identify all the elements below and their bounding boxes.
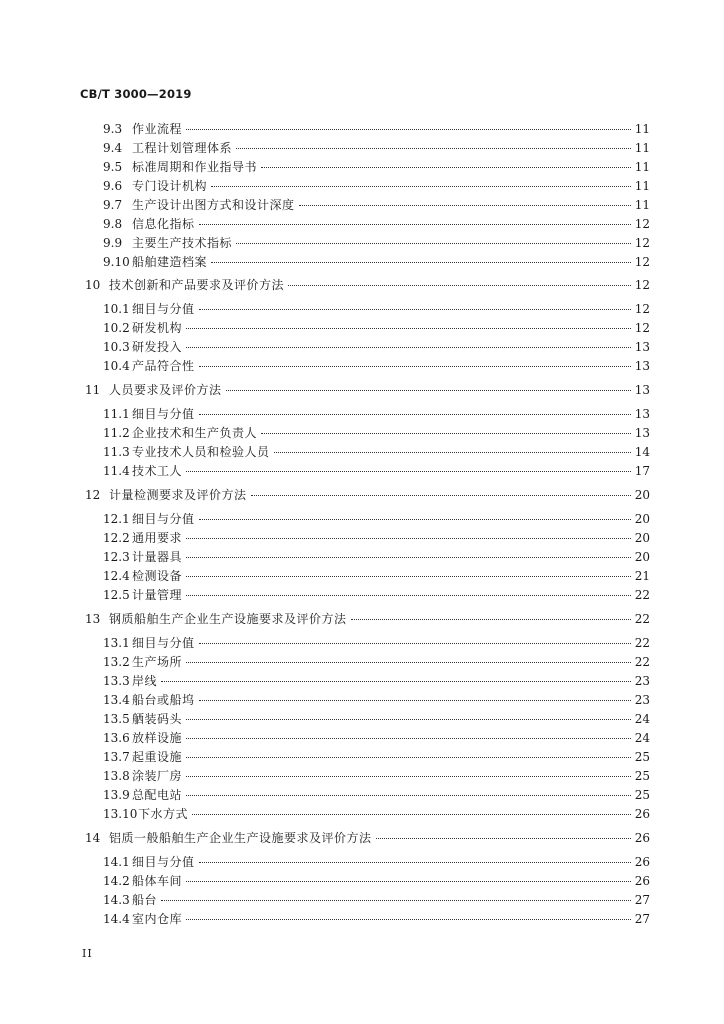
toc-dot-leader <box>199 224 631 225</box>
toc-entry-title: 涂装厂房 <box>132 769 183 783</box>
toc-entry-title: 船台或船坞 <box>132 693 195 707</box>
toc-dot-leader <box>351 619 631 620</box>
toc-subsection-entry[interactable] <box>103 674 650 688</box>
toc-subsection-entry[interactable] <box>103 255 650 269</box>
toc-subsection-entry[interactable] <box>103 893 650 907</box>
toc-subsection-entry[interactable] <box>103 217 650 231</box>
toc-entry-number: 13 <box>85 612 101 626</box>
toc-subsection-entry[interactable] <box>103 141 650 155</box>
toc-subsection-entry[interactable] <box>103 912 650 926</box>
toc-entry-number: 14 <box>85 831 101 845</box>
toc-entry-page: 13 <box>634 426 650 440</box>
toc-entry-page: 27 <box>634 912 650 926</box>
toc-entry-page: 11 <box>634 141 650 155</box>
toc-dot-leader <box>186 795 631 796</box>
toc-entry-title: 船台 <box>132 893 158 907</box>
toc-dot-leader <box>261 167 631 168</box>
toc-entry-title: 主要生产技术指标 <box>132 236 233 250</box>
toc-entry-number: 10.4 <box>103 359 130 373</box>
toc-entry-title: 铝质一般船舶生产企业生产设施要求及评价方法 <box>109 831 372 845</box>
toc-section-entry[interactable] <box>85 383 650 397</box>
toc-entry-page: 22 <box>634 655 650 669</box>
toc-entry-title: 计量器具 <box>132 550 183 564</box>
toc-dot-leader <box>161 900 631 901</box>
toc-entry-number: 9.4 <box>103 141 123 155</box>
toc-entry-title: 舾装码头 <box>132 712 183 726</box>
toc-subsection-entry[interactable] <box>103 407 650 421</box>
toc-entry-page: 26 <box>634 807 650 821</box>
toc-entry-number: 12.1 <box>103 512 130 526</box>
toc-entry-title: 研发机构 <box>132 321 183 335</box>
toc-entry-page: 12 <box>634 321 650 335</box>
toc-entry-number: 11.2 <box>103 426 130 440</box>
toc-entry-page: 11 <box>634 160 650 174</box>
toc-entry-number: 12.5 <box>103 588 130 602</box>
toc-entry-page: 23 <box>634 674 650 688</box>
toc-entry-number: 9.10 <box>103 255 130 269</box>
toc-entry-number: 13.5 <box>103 712 130 726</box>
toc-entry-number: 13.2 <box>103 655 130 669</box>
toc-subsection-entry[interactable] <box>103 788 650 802</box>
toc-entry-number: 10.3 <box>103 340 130 354</box>
toc-entry-title: 钢质船舶生产企业生产设施要求及评价方法 <box>109 612 347 626</box>
toc-dot-leader <box>251 495 631 496</box>
toc-entry-page: 25 <box>634 788 650 802</box>
toc-entry-page: 11 <box>634 198 650 212</box>
toc-entry-page: 17 <box>634 464 650 478</box>
toc-subsection-entry[interactable] <box>103 712 650 726</box>
toc-entry-number: 10.2 <box>103 321 130 335</box>
toc-entry-number: 11 <box>85 383 101 397</box>
toc-entry-page: 26 <box>634 831 650 845</box>
toc-dot-leader <box>186 576 631 577</box>
toc-entry-page: 13 <box>634 407 650 421</box>
toc-entry-title: 室内仓库 <box>132 912 183 926</box>
toc-entry-title: 产品符合性 <box>132 359 195 373</box>
toc-section-entry[interactable] <box>85 831 650 845</box>
toc-entry-page: 25 <box>634 769 650 783</box>
toc-dot-leader <box>199 309 631 310</box>
toc-entry-number: 9.3 <box>103 122 123 136</box>
toc-subsection-entry[interactable] <box>103 588 650 602</box>
toc-dot-leader <box>211 186 631 187</box>
toc-entry-title: 信息化指标 <box>132 217 195 231</box>
toc-subsection-entry[interactable] <box>103 160 650 174</box>
toc-section-entry[interactable] <box>85 278 650 292</box>
toc-dot-leader <box>274 452 631 453</box>
toc-dot-leader <box>236 148 631 149</box>
toc-entry-number: 11.4 <box>103 464 130 478</box>
toc-entry-page: 11 <box>634 122 650 136</box>
toc-subsection-entry[interactable] <box>103 302 650 316</box>
toc-entry-number: 13.10 <box>103 807 138 821</box>
toc-entry-number: 9.5 <box>103 160 123 174</box>
toc-dot-leader <box>288 285 631 286</box>
toc-entry-title: 专业技术人员和检验人员 <box>132 445 270 459</box>
document-code: CB/T 3000—2019 <box>80 87 192 101</box>
toc-dot-leader <box>211 262 631 263</box>
toc-subsection-entry[interactable] <box>103 445 650 459</box>
toc-subsection-entry[interactable] <box>103 122 650 136</box>
toc-subsection-entry[interactable] <box>103 531 650 545</box>
toc-dot-leader <box>186 538 631 539</box>
toc-entry-number: 12.4 <box>103 569 130 583</box>
toc-subsection-entry[interactable] <box>103 198 650 212</box>
toc-entry-page: 13 <box>634 383 650 397</box>
toc-entry-number: 14.4 <box>103 912 130 926</box>
toc-entry-number: 9.7 <box>103 198 123 212</box>
toc-subsection-entry[interactable] <box>103 340 650 354</box>
toc-entry-title: 标准周期和作业指导书 <box>132 160 258 174</box>
toc-subsection-entry[interactable] <box>103 807 650 821</box>
toc-entry-title: 细目与分值 <box>132 512 195 526</box>
toc-entry-title: 细目与分值 <box>132 636 195 650</box>
toc-entry-page: 22 <box>634 612 650 626</box>
toc-dot-leader <box>299 205 631 206</box>
toc-dot-leader <box>186 595 631 596</box>
toc-entry-title: 细目与分值 <box>132 407 195 421</box>
toc-subsection-entry[interactable] <box>103 874 650 888</box>
toc-entry-page: 26 <box>634 874 650 888</box>
toc-entry-page: 22 <box>634 636 650 650</box>
toc-dot-leader <box>236 243 631 244</box>
toc-entry-number: 11.1 <box>103 407 130 421</box>
toc-entry-title: 专门设计机构 <box>132 179 208 193</box>
toc-entry-title: 放样设施 <box>132 731 183 745</box>
toc-entry-number: 13.4 <box>103 693 130 707</box>
toc-entry-title: 技术工人 <box>132 464 183 478</box>
toc-entry-number: 10 <box>85 278 101 292</box>
toc-entry-title: 生产场所 <box>132 655 183 669</box>
toc-entry-page: 26 <box>634 855 650 869</box>
toc-subsection-entry[interactable] <box>103 236 650 250</box>
toc-entry-title: 通用要求 <box>132 531 183 545</box>
toc-entry-number: 14.3 <box>103 893 130 907</box>
toc-section-entry[interactable] <box>85 612 650 626</box>
toc-dot-leader <box>186 719 631 720</box>
toc-dot-leader <box>186 347 631 348</box>
toc-subsection-entry[interactable] <box>103 750 650 764</box>
toc-dot-leader <box>161 681 631 682</box>
toc-entry-number: 13.7 <box>103 750 130 764</box>
toc-entry-page: 25 <box>634 750 650 764</box>
toc-subsection-entry[interactable] <box>103 569 650 583</box>
toc-entry-page: 20 <box>634 550 650 564</box>
toc-entry-page: 24 <box>634 731 650 745</box>
toc-dot-leader <box>186 738 631 739</box>
toc-dot-leader <box>186 776 631 777</box>
toc-dot-leader <box>376 838 631 839</box>
toc-entry-number: 12 <box>85 488 101 502</box>
toc-entry-page: 22 <box>634 588 650 602</box>
toc-dot-leader <box>186 471 631 472</box>
toc-subsection-entry[interactable] <box>103 636 650 650</box>
toc-dot-leader <box>199 366 631 367</box>
toc-entry-title: 起重设施 <box>132 750 183 764</box>
toc-entry-page: 14 <box>634 445 650 459</box>
toc-entry-page: 12 <box>634 217 650 231</box>
toc-entry-title: 企业技术和生产负责人 <box>132 426 258 440</box>
toc-subsection-entry[interactable] <box>103 855 650 869</box>
toc-entry-number: 13.6 <box>103 731 130 745</box>
toc-dot-leader <box>199 519 631 520</box>
toc-entry-number: 13.9 <box>103 788 130 802</box>
toc-entry-number: 11.3 <box>103 445 130 459</box>
toc-entry-number: 14.1 <box>103 855 130 869</box>
toc-subsection-entry[interactable] <box>103 321 650 335</box>
toc-entry-page: 11 <box>634 179 650 193</box>
toc-entry-page: 12 <box>634 302 650 316</box>
toc-entry-title: 检测设备 <box>132 569 183 583</box>
toc-entry-title: 计量管理 <box>132 588 183 602</box>
toc-dot-leader <box>261 433 631 434</box>
toc-entry-page: 20 <box>634 512 650 526</box>
toc-dot-leader <box>186 757 631 758</box>
toc-entry-number: 10.1 <box>103 302 130 316</box>
toc-entry-page: 20 <box>634 531 650 545</box>
toc-entry-title: 作业流程 <box>132 122 183 136</box>
toc-entry-page: 13 <box>634 340 650 354</box>
toc-dot-leader <box>186 662 631 663</box>
toc-entry-page: 12 <box>634 278 650 292</box>
toc-subsection-entry[interactable] <box>103 655 650 669</box>
page-number: II <box>82 947 93 960</box>
toc-dot-leader <box>186 328 631 329</box>
toc-entry-title: 计量检测要求及评价方法 <box>109 488 247 502</box>
toc-subsection-entry[interactable] <box>103 693 650 707</box>
toc-subsection-entry[interactable] <box>103 550 650 564</box>
toc-entry-title: 总配电站 <box>132 788 183 802</box>
toc-entry-title: 人员要求及评价方法 <box>109 383 222 397</box>
toc-entry-title: 生产设计出图方式和设计深度 <box>132 198 295 212</box>
toc-entry-number: 13.8 <box>103 769 130 783</box>
toc-entry-title: 工程计划管理体系 <box>132 141 233 155</box>
toc-entry-page: 12 <box>634 255 650 269</box>
toc-entry-page: 27 <box>634 893 650 907</box>
toc-entry-number: 12.2 <box>103 531 130 545</box>
toc-subsection-entry[interactable] <box>103 359 650 373</box>
toc-entry-title: 细目与分值 <box>132 302 195 316</box>
toc-entry-number: 9.8 <box>103 217 123 231</box>
toc-entry-title: 船体车间 <box>132 874 183 888</box>
toc-entry-title: 船舶建造档案 <box>132 255 208 269</box>
toc-subsection-entry[interactable] <box>103 179 650 193</box>
toc-entry-number: 13.3 <box>103 674 130 688</box>
toc-dot-leader <box>199 700 631 701</box>
toc-entry-page: 12 <box>634 236 650 250</box>
toc-entry-number: 13.1 <box>103 636 130 650</box>
toc-dot-leader <box>186 881 631 882</box>
toc-entry-title: 下水方式 <box>138 807 189 821</box>
toc-subsection-entry[interactable] <box>103 731 650 745</box>
toc-subsection-entry[interactable] <box>103 769 650 783</box>
toc-entry-title: 细目与分值 <box>132 855 195 869</box>
toc-dot-leader <box>199 414 631 415</box>
toc-entry-page: 24 <box>634 712 650 726</box>
toc-entry-page: 23 <box>634 693 650 707</box>
toc-entry-number: 9.9 <box>103 236 123 250</box>
toc-entry-page: 13 <box>634 359 650 373</box>
toc-dot-leader <box>186 129 631 130</box>
toc-entry-title: 研发投入 <box>132 340 183 354</box>
toc-dot-leader <box>192 814 631 815</box>
toc-subsection-entry[interactable] <box>103 464 650 478</box>
toc-section-entry[interactable] <box>85 488 650 502</box>
toc-entry-page: 20 <box>634 488 650 502</box>
toc-entry-page: 21 <box>634 569 650 583</box>
toc-entry-number: 14.2 <box>103 874 130 888</box>
toc-dot-leader <box>199 862 631 863</box>
toc-subsection-entry[interactable] <box>103 512 650 526</box>
toc-dot-leader <box>186 919 631 920</box>
toc-entry-number: 9.6 <box>103 179 123 193</box>
toc-dot-leader <box>226 390 631 391</box>
toc-dot-leader <box>199 643 631 644</box>
toc-entry-number: 12.3 <box>103 550 130 564</box>
toc-entry-title: 岸线 <box>132 674 158 688</box>
toc-entry-title: 技术创新和产品要求及评价方法 <box>109 278 285 292</box>
toc-subsection-entry[interactable] <box>103 426 650 440</box>
toc-dot-leader <box>186 557 631 558</box>
